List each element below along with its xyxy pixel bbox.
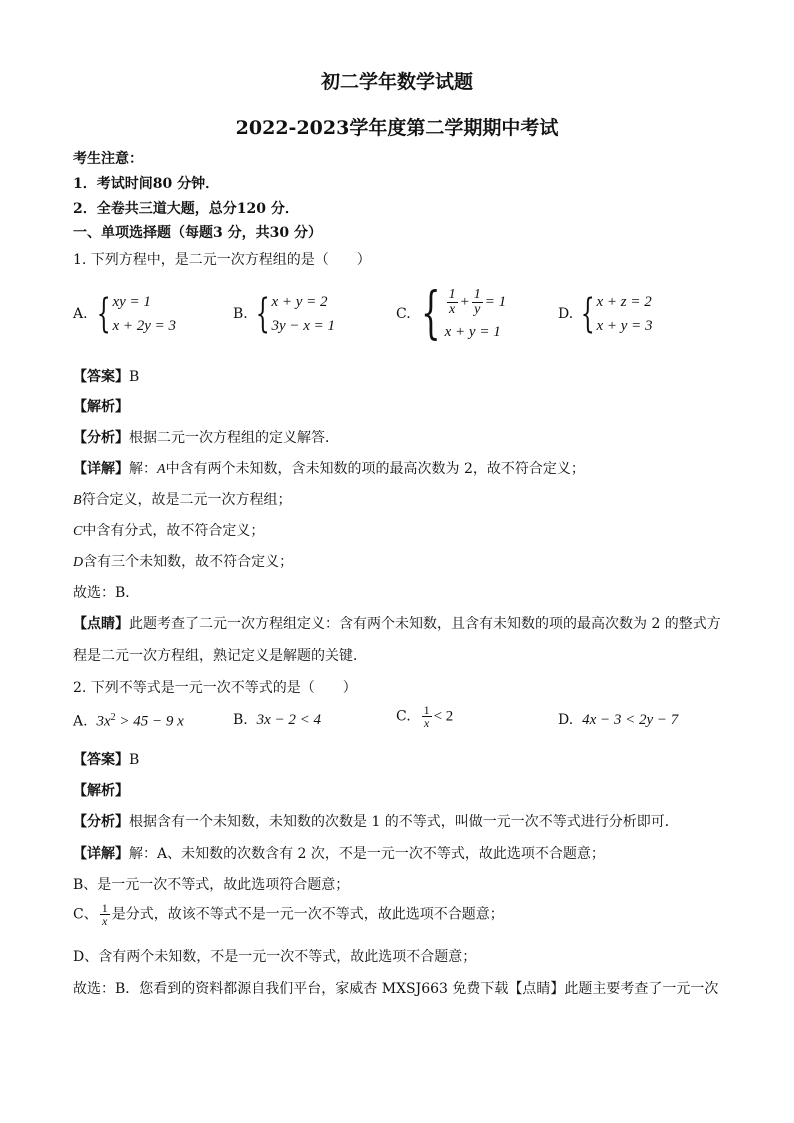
- fraction: $\frac{1}{x}$: [448, 287, 456, 318]
- q2-last-line: 故选：B．您看到的资料都源自我们平台，家威杏 MXSJ663 免费下载【点睛】此题主要考查了一元一次: [73, 981, 719, 997]
- q2-line-d: D、含有两个未知数，不是一元一次不等式，故此选项不合题意；: [73, 949, 477, 965]
- q2-analysis-tag: 【解析】: [73, 783, 129, 799]
- fraction: $\frac{1}{x}$: [101, 901, 108, 928]
- q1-line-b: B符合定义，故是二元一次方程组；: [73, 492, 292, 508]
- q1-fenxi: 【分析】根据二元一次方程组的定义解答．: [73, 430, 339, 446]
- section-heading: 一、单项选择题（每题3 分，共30 分）: [73, 225, 322, 241]
- fraction: $\frac{1}{y}$: [473, 287, 481, 318]
- q1-analysis-tag: 【解析】: [73, 399, 129, 415]
- q2-option-d: D. 4x − 3 < 2y − 7: [558, 712, 679, 728]
- brace-icon: {: [421, 281, 441, 346]
- q2-line-b: B、是一元一次不等式，故此选项符合题意；: [73, 877, 350, 893]
- q1-dianjing-2: 程是二元一次方程组，熟记定义是解题的关键．: [73, 648, 367, 664]
- q1-answer: 【答案】B: [73, 369, 140, 385]
- exam-subtitle: 2022-2023学年度第二学期期中考试: [235, 117, 559, 139]
- question-2-stem: 2. 下列不等式是一元一次不等式的是（ ）: [73, 680, 357, 696]
- q1-option-a-system: { xy = 1 x + 2y = 3: [96, 291, 177, 337]
- notice-item-2: 2．全卷共三道大题，总分120 分．: [73, 201, 299, 217]
- fraction: $\frac{1}{x}$: [423, 703, 430, 730]
- exam-title: 初二学年数学试题: [320, 71, 473, 93]
- q2-option-a: A. $3x^2 > 45 - 9$ x: [73, 712, 184, 730]
- q1-xiangjie: 【详解】解：A中含有两个未知数，含未知数的项的最高次数为 2，故不符合定义；: [73, 461, 585, 477]
- q1-option-d-label: D.: [558, 306, 574, 322]
- q1-line-d: D含有三个未知数，故不符合定义；: [73, 554, 294, 570]
- notice-heading: 考生注意：: [73, 151, 143, 167]
- q1-option-d-system: { x + z = 2 x + y = 3: [580, 291, 653, 337]
- q2-option-c: C. $\frac{1}{x}$ < 2: [396, 703, 454, 730]
- q2-line-c: C、 $\frac{1}{x}$ 是分式，故该不等式不是一元一次不等式，故此选项不合题意；: [73, 901, 504, 928]
- brace-icon: {: [96, 291, 111, 337]
- q2-xiangjie: 【详解】解：A、未知数的次数含有 2 次，不是一元一次不等式，故此选项不合题意；: [73, 846, 605, 862]
- q1-dianjing-1: 【点睛】此题考查了二元一次方程组定义：含有两个未知数，且含有未知数的项的最高次数为 2 的整式方: [73, 616, 721, 632]
- q2-option-b: B. 3x − 2 < 4: [233, 712, 322, 728]
- q1-line-c: C中含有分式，故不符合定义；: [73, 523, 265, 539]
- notice-item-1: 1．考试时间80 分钟．: [73, 176, 220, 192]
- q2-fenxi: 【分析】根据含有一个未知数，未知数的次数是 1 的不等式，叫做一元一次不等式进行分析即可．: [73, 814, 679, 830]
- brace-icon: {: [580, 291, 595, 337]
- q1-option-b-label: B.: [233, 306, 248, 322]
- q1-option-b-system: { x + y = 2 3y − x = 1: [255, 291, 336, 337]
- question-1-stem: 1. 下列方程中，是二元一次方程组的是（ ）: [73, 252, 371, 268]
- q1-choose: 故选：B．: [73, 585, 140, 601]
- q1-option-a-label: A.: [73, 306, 88, 322]
- q1-option-c-system: { $\frac{1}{x}$ + $\frac{1}{y}$ = 1 x + y = 1: [421, 281, 507, 346]
- brace-icon: {: [255, 291, 270, 337]
- q1-option-c-label: C.: [396, 306, 411, 322]
- q2-answer: 【答案】B: [73, 752, 140, 768]
